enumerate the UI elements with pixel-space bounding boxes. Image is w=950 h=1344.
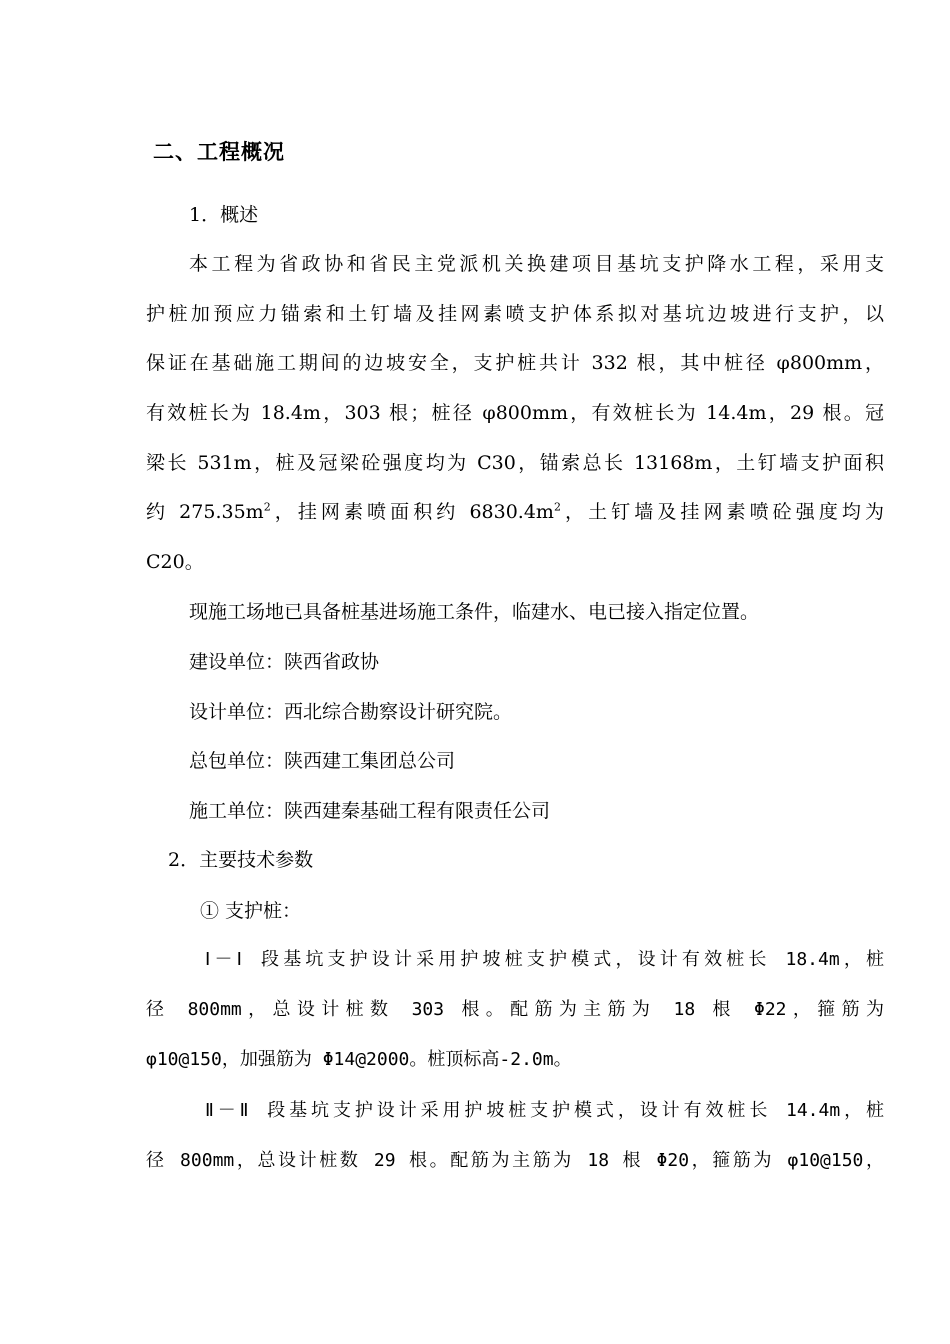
paragraph-line: 径 800mm，总设计桩数 303 根。配筋为主筋为 18 根 Φ22，箍筋为 — [146, 999, 884, 1020]
subsection-title-overview: 1．概述 — [189, 204, 259, 226]
item-title-support-pile: ① 支护桩： — [200, 900, 302, 922]
paragraph-line: 梁长 531m，桩及冠梁砼强度均为 C30，锚索总长 13168m，土钉墙支护面积 — [146, 452, 884, 474]
text-run: 约 275.35m — [146, 501, 264, 523]
text-run: ，挂网素喷面积约 6830.4m — [270, 501, 554, 523]
paragraph-line: 有效桩长为 18.4m，303 根；桩径 φ800mm，有效桩长为 14.4m，29 根。冠 — [146, 402, 884, 424]
paragraph-line: 保证在基础施工期间的边坡安全，支护桩共计 332 根，其中桩径 φ800mm， — [146, 352, 884, 374]
section-heading: 二、工程概况 — [153, 140, 285, 164]
subsection-title-parameters: 2．主要技术参数 — [168, 849, 314, 871]
design-unit: 设计单位：西北综合勘察设计研究院。 — [189, 701, 513, 723]
paragraph-line: 本工程为省政协和省民主党派机关换建项目基坑支护降水工程，采用支 — [189, 253, 884, 275]
text-run: ，土钉墙及挂网素喷砼强度均为 — [560, 501, 884, 523]
paragraph-line: 径 800mm，总设计桩数 29 根。配筋为主筋为 18 根 Φ20，箍筋为 φ10@150， — [146, 1150, 884, 1171]
superscript: 2 — [553, 500, 561, 514]
superscript: 2 — [263, 500, 271, 514]
general-contractor-unit: 总包单位：陕西建工集团总公司 — [189, 750, 456, 772]
owner-unit: 建设单位：陕西省政协 — [189, 651, 380, 673]
paragraph-line-with-superscripts — [146, 499, 884, 525]
paragraph-line: φ10@150，加强筋为 Φ14@2000。桩顶标高-2.0m。 — [146, 1049, 572, 1070]
paragraph-line: 护桩加预应力锚索和土钉墙及挂网素喷支护体系拟对基坑边坡进行支护，以 — [146, 303, 884, 325]
paragraph-line: Ⅰ－Ⅰ 段基坑支护设计采用护坡桩支护模式，设计有效桩长 18.4m，桩 — [205, 949, 884, 970]
paragraph-line: Ⅱ－Ⅱ 段基坑支护设计采用护坡桩支护模式，设计有效桩长 14.4m，桩 — [205, 1100, 884, 1121]
paragraph-line: C20。 — [146, 551, 204, 573]
construction-unit: 施工单位：陕西建秦基础工程有限责任公司 — [189, 800, 551, 822]
site-status-text: 现施工场地已具备桩基进场施工条件，临建水、电已接入指定位置。 — [189, 601, 760, 623]
